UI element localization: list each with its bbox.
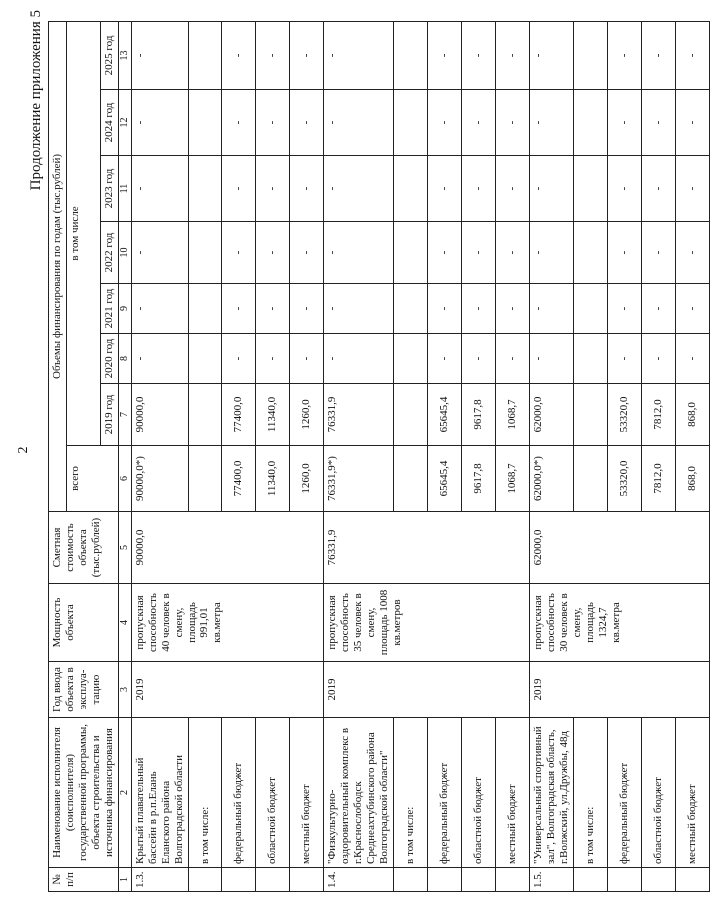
funding-dash: - — [530, 334, 574, 384]
empty-cell — [188, 868, 222, 892]
funding-dash: - — [131, 222, 188, 284]
funding-dash: - — [131, 284, 188, 334]
header-year-intro: Год ввода объекта в эксплуа-тацию — [49, 662, 119, 718]
source-dash: - — [256, 334, 290, 384]
source-dash: - — [462, 90, 496, 156]
funding-dash: - — [324, 284, 394, 334]
header-year-2: 2021 год — [100, 284, 118, 334]
source-dash: - — [256, 284, 290, 334]
header-cost: Сметная стоимость объекта (тыс.рублей) — [49, 512, 119, 584]
source-dash: - — [675, 156, 709, 222]
table-row — [428, 21, 462, 891]
row-number: 1.5. — [530, 868, 574, 892]
empty-cell — [641, 868, 675, 892]
source-dash: - — [428, 334, 462, 384]
funding-source-label: в том числе: — [188, 718, 222, 868]
header-year-0: 2019 год — [100, 384, 118, 446]
estimated-cost: 76331,9 — [324, 512, 530, 584]
funding-dash: - — [530, 21, 574, 89]
source-dash: - — [222, 90, 256, 156]
source-dash: - — [675, 284, 709, 334]
funding-source-label: в том числе: — [394, 718, 428, 868]
source-dash: - — [496, 156, 530, 222]
source-dash: - — [641, 334, 675, 384]
source-dash: - — [290, 334, 324, 384]
funding-table — [48, 21, 710, 892]
funding-source-label: в том числе: — [574, 718, 608, 868]
header-year-3: 2022 год — [100, 222, 118, 284]
source-dash: - — [256, 222, 290, 284]
total-funding: 76331,9*) — [324, 446, 394, 512]
column-number: 6 — [118, 446, 131, 512]
source-dash: - — [607, 21, 641, 89]
source-dash — [188, 222, 222, 284]
source-dash: - — [641, 222, 675, 284]
column-number: 10 — [118, 222, 131, 284]
source-dash — [188, 90, 222, 156]
funding-source-label: федеральный бюджет — [222, 718, 256, 868]
funding-2019: 76331,9 — [324, 384, 394, 446]
source-dash: - — [641, 90, 675, 156]
table-header — [49, 21, 132, 891]
source-dash: - — [290, 284, 324, 334]
source-2019: 77400,0 — [222, 384, 256, 446]
source-dash: - — [496, 334, 530, 384]
object-name: Крытый плавательный бассейн в р.п.Елань Еланского района Волгоградской области — [131, 718, 188, 868]
year-intro: 2019 — [324, 662, 530, 718]
source-dash: - — [607, 90, 641, 156]
empty-cell — [675, 868, 709, 892]
funding-dash: - — [324, 90, 394, 156]
source-dash: - — [607, 222, 641, 284]
source-total — [394, 446, 428, 512]
funding-dash: - — [131, 90, 188, 156]
table-row — [530, 21, 574, 891]
source-dash — [188, 21, 222, 89]
source-dash: - — [428, 222, 462, 284]
column-number: 2 — [118, 718, 131, 868]
header-funding-group: Объемы финансирования по годам (тыс.рублей) — [49, 21, 67, 511]
table-row — [290, 21, 324, 891]
source-2019 — [574, 384, 608, 446]
source-2019 — [394, 384, 428, 446]
source-dash: - — [496, 222, 530, 284]
source-total: 9617,8 — [462, 446, 496, 512]
source-dash: - — [675, 222, 709, 284]
continuation-label: Продолжение приложения 5 — [28, 10, 44, 191]
source-dash: - — [675, 90, 709, 156]
funding-dash: - — [131, 334, 188, 384]
source-dash — [574, 90, 608, 156]
funding-2019: 90000,0 — [131, 384, 188, 446]
source-dash: - — [607, 284, 641, 334]
funding-dash: - — [324, 334, 394, 384]
source-dash: - — [641, 284, 675, 334]
column-number: 12 — [118, 90, 131, 156]
table-row — [607, 21, 641, 891]
table-row — [324, 21, 394, 891]
source-total: 1260,0 — [290, 446, 324, 512]
source-dash: - — [462, 21, 496, 89]
source-total: 65645,4 — [428, 446, 462, 512]
header-year-4: 2023 год — [100, 156, 118, 222]
source-dash — [394, 284, 428, 334]
header-including: в том числе — [66, 21, 100, 445]
source-dash: - — [222, 21, 256, 89]
funding-source-label: местный бюджет — [496, 718, 530, 868]
column-number: 7 — [118, 384, 131, 446]
estimated-cost: 90000,0 — [131, 512, 324, 584]
funding-source-label: местный бюджет — [290, 718, 324, 868]
source-total: 7812,0 — [641, 446, 675, 512]
funding-dash: - — [131, 156, 188, 222]
source-2019: 1260,0 — [290, 384, 324, 446]
source-dash: - — [290, 156, 324, 222]
total-funding: 90000,0*) — [131, 446, 188, 512]
source-dash: - — [290, 21, 324, 89]
funding-dash: - — [530, 222, 574, 284]
source-dash: - — [607, 156, 641, 222]
source-dash — [188, 334, 222, 384]
column-numbers-row — [118, 21, 131, 891]
source-dash — [394, 334, 428, 384]
source-dash: - — [675, 21, 709, 89]
source-2019: 7812,0 — [641, 384, 675, 446]
funding-source-label: местный бюджет — [675, 718, 709, 868]
source-dash: - — [428, 156, 462, 222]
column-number: 1 — [118, 868, 131, 892]
source-dash: - — [256, 156, 290, 222]
empty-cell — [462, 868, 496, 892]
source-dash: - — [462, 284, 496, 334]
funding-dash: - — [530, 90, 574, 156]
empty-cell — [607, 868, 641, 892]
table-row — [394, 21, 428, 891]
source-dash: - — [496, 284, 530, 334]
source-dash: - — [222, 284, 256, 334]
empty-cell — [496, 868, 530, 892]
header-capacity: Мощность объекта — [49, 584, 119, 662]
source-dash: - — [256, 90, 290, 156]
estimated-cost: 62000,0 — [530, 512, 710, 584]
total-funding: 62000,0*) — [530, 446, 574, 512]
capacity: пропускная способность 30 человек в смену, площадь 1324,7 кв.метра — [530, 584, 710, 662]
column-number: 9 — [118, 284, 131, 334]
header-total: всего — [66, 446, 118, 512]
source-dash — [394, 21, 428, 89]
header-name: Наименование исполнителя (соисполнителя) государственной программы, объекта строительства и источника финансирования — [49, 718, 119, 868]
source-dash: - — [222, 222, 256, 284]
source-2019: 11340,0 — [256, 384, 290, 446]
funding-dash: - — [324, 156, 394, 222]
source-2019: 65645,4 — [428, 384, 462, 446]
page-number: 2 — [16, 446, 31, 454]
source-total: 11340,0 — [256, 446, 290, 512]
table-row — [222, 21, 256, 891]
source-dash: - — [222, 334, 256, 384]
header-year-1: 2020 год — [100, 334, 118, 384]
source-dash: - — [462, 222, 496, 284]
source-dash: - — [641, 21, 675, 89]
table-body — [131, 21, 709, 891]
source-dash: - — [428, 21, 462, 89]
object-name: "Универсальный спортивный зал", Волгоградская область, г.Волжский, ул.Дружбы, 48д — [530, 718, 574, 868]
source-dash: - — [496, 21, 530, 89]
table-row — [256, 21, 290, 891]
source-total: 77400,0 — [222, 446, 256, 512]
source-dash: - — [256, 21, 290, 89]
column-number: 4 — [118, 584, 131, 662]
source-dash: - — [496, 90, 530, 156]
source-dash — [394, 222, 428, 284]
source-2019: 9617,8 — [462, 384, 496, 446]
table-row — [131, 21, 188, 891]
funding-source-label: федеральный бюджет — [607, 718, 641, 868]
source-total: 53320,0 — [607, 446, 641, 512]
funding-dash: - — [131, 21, 188, 89]
empty-cell — [574, 868, 608, 892]
table-row — [462, 21, 496, 891]
source-dash — [574, 284, 608, 334]
table-row — [574, 21, 608, 891]
source-total: 868,0 — [675, 446, 709, 512]
row-number: 1.4. — [324, 868, 394, 892]
capacity: пропускная способность 40 человек в смену, площадь 991,01 кв.метра — [131, 584, 324, 662]
capacity: пропускная способность 35 человек в смену, площадь 1008 кв.метров — [324, 584, 530, 662]
year-intro: 2019 — [131, 662, 324, 718]
funding-dash: - — [324, 222, 394, 284]
table-row — [496, 21, 530, 891]
source-total: 1068,7 — [496, 446, 530, 512]
header-year-5: 2024 год — [100, 90, 118, 156]
funding-dash: - — [324, 21, 394, 89]
source-dash: - — [462, 334, 496, 384]
column-number: 5 — [118, 512, 131, 584]
funding-source-label: областной бюджет — [641, 718, 675, 868]
source-dash — [574, 222, 608, 284]
funding-dash: - — [530, 284, 574, 334]
source-dash — [188, 156, 222, 222]
row-number: 1.3. — [131, 868, 188, 892]
source-dash — [574, 334, 608, 384]
funding-source-label: областной бюджет — [462, 718, 496, 868]
source-dash: - — [290, 222, 324, 284]
empty-cell — [290, 868, 324, 892]
empty-cell — [256, 868, 290, 892]
source-dash — [394, 156, 428, 222]
source-dash: - — [462, 156, 496, 222]
header-num: № п/п — [49, 868, 119, 892]
funding-source-label: областной бюджет — [256, 718, 290, 868]
funding-source-label: федеральный бюджет — [428, 718, 462, 868]
source-dash — [188, 284, 222, 334]
column-number: 11 — [118, 156, 131, 222]
source-dash — [574, 21, 608, 89]
source-dash: - — [428, 90, 462, 156]
funding-2019: 62000,0 — [530, 384, 574, 446]
empty-cell — [428, 868, 462, 892]
empty-cell — [394, 868, 428, 892]
source-total — [188, 446, 222, 512]
column-number: 13 — [118, 21, 131, 89]
column-number: 8 — [118, 334, 131, 384]
column-number: 3 — [118, 662, 131, 718]
source-dash — [574, 156, 608, 222]
source-2019 — [188, 384, 222, 446]
table-row — [641, 21, 675, 891]
document-sheet — [8, 0, 698, 900]
year-intro: 2019 — [530, 662, 710, 718]
source-dash — [394, 90, 428, 156]
source-dash: - — [607, 334, 641, 384]
source-dash: - — [675, 334, 709, 384]
source-2019: 1068,7 — [496, 384, 530, 446]
source-2019: 53320,0 — [607, 384, 641, 446]
header-year-6: 2025 год — [100, 21, 118, 89]
source-total — [574, 446, 608, 512]
source-dash: - — [428, 284, 462, 334]
source-dash: - — [290, 90, 324, 156]
source-2019: 868,0 — [675, 384, 709, 446]
source-dash: - — [641, 156, 675, 222]
funding-dash: - — [530, 156, 574, 222]
table-row — [675, 21, 709, 891]
table-row — [188, 21, 222, 891]
source-dash: - — [222, 156, 256, 222]
object-name: "Физкультурно-оздоровительный комплекс в г.Краснослободск Среднеахтубинского района Волгоградской области" — [324, 718, 394, 868]
empty-cell — [222, 868, 256, 892]
